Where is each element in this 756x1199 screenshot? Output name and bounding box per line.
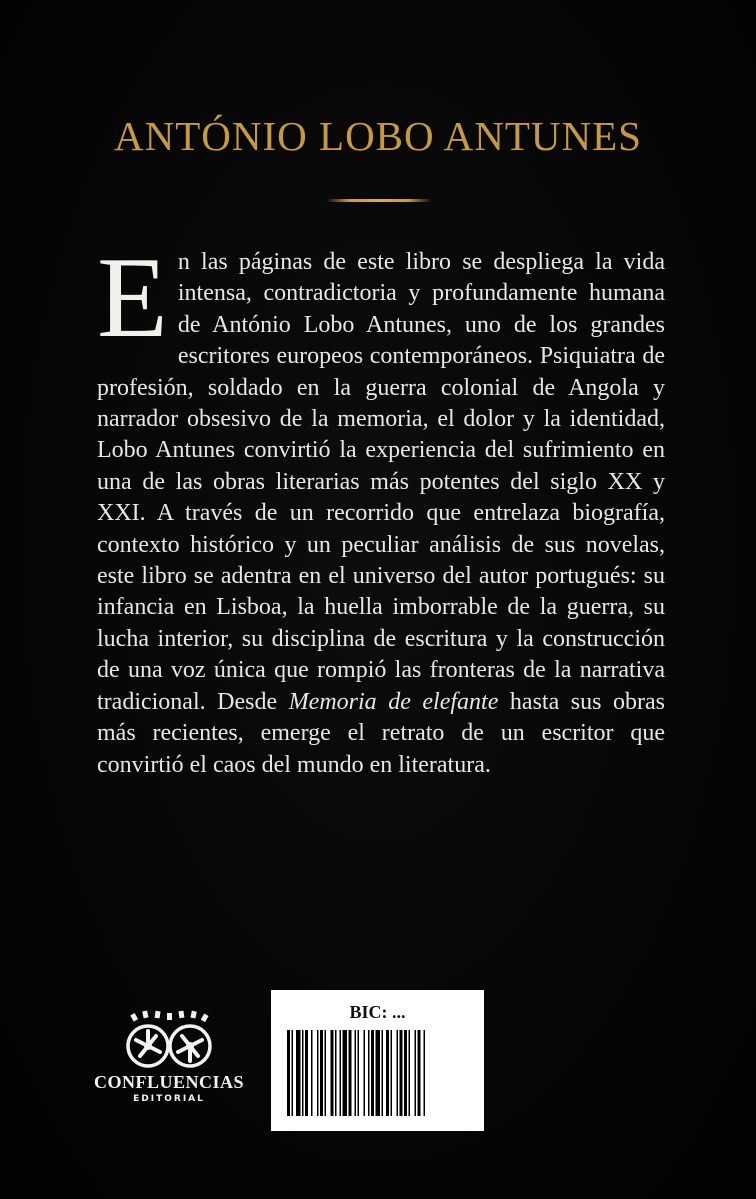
barcode-bar [302,1030,304,1116]
barcode-bar [364,1030,366,1116]
barcode-bar [397,1030,399,1116]
barcode-bar [355,1030,357,1116]
confluencias-logo-icon [123,1010,215,1070]
barcode-bar [424,1030,426,1116]
barcode-bar [382,1030,384,1116]
barcode-bar [311,1030,313,1116]
barcode-bar [368,1030,370,1116]
publisher-logo [94,1010,244,1104]
gold-divider [326,199,432,202]
barcode-bar [349,1030,352,1116]
author-name: ANTÓNIO LOBO ANTUNES [114,113,642,159]
barcode-bar [409,1030,411,1116]
barcode-bar [391,1030,393,1116]
barcode-bar [296,1030,301,1116]
barcode-bar [386,1030,389,1116]
barcode-panel [271,990,484,1131]
barcode-bar [340,1030,342,1116]
barcode-icon [287,1030,470,1116]
barcode-bar [320,1030,323,1116]
barcode-bar [331,1030,334,1116]
barcode-bar [358,1030,360,1116]
barcode-bar [376,1030,381,1116]
barcode-bar [343,1030,348,1116]
barcode-bar [335,1030,337,1116]
blurb-paragraph [97,234,665,781]
drop-cap: E [97,234,168,362]
publisher-subtitle: EDITORIAL [133,1094,205,1104]
blurb-text-after: hasta sus obras más recientes, emerge el retrato de un escritor que convirtió el caos del mundo en literatura. [97,688,665,778]
barcode-bar [371,1030,374,1116]
publisher-name: CONFLUENCIAS [94,1072,245,1092]
barcode-bar [418,1030,421,1116]
barcode-bar [317,1030,319,1116]
blurb-text-before: n las páginas de este libro se despliega la vida intensa, contradictoria y profundamente humana de António Lobo Antunes, uno de los grandes escritores europeos contemporáneos. Psiquiatra de profesión, soldado en la guerra colonial de Angola y narrador obsesivo de la memoria, el dolor y la identidad, Lobo Antunes convirtió la experiencia del sufrimiento en una de las obras literarias más potentes del siglo XX y XXI. A través de un recorrido que entrelaza biografía, contexto histórico y un peculiar análisis de sus novelas, este libro se adentra en el universo del autor portugués: su infancia en Lisboa, la huella imborrable de la guerra, su lucha interior, su disciplina de escritura y la construcción de una voz única que rompió las fronteras de la narrativa tradicional. Desde [97,249,665,715]
barcode-bar [325,1030,327,1116]
bic-label: BIC: ... [349,1002,406,1022]
blurb-text [97,234,665,781]
barcode-bar [305,1030,308,1116]
barcode-bar [404,1030,407,1116]
barcode-bar [292,1030,294,1116]
book-title-italic: Memoria de elefante [288,688,499,715]
barcode-bar [415,1030,417,1116]
barcode-bar [400,1030,403,1116]
barcode-bar [287,1030,290,1116]
